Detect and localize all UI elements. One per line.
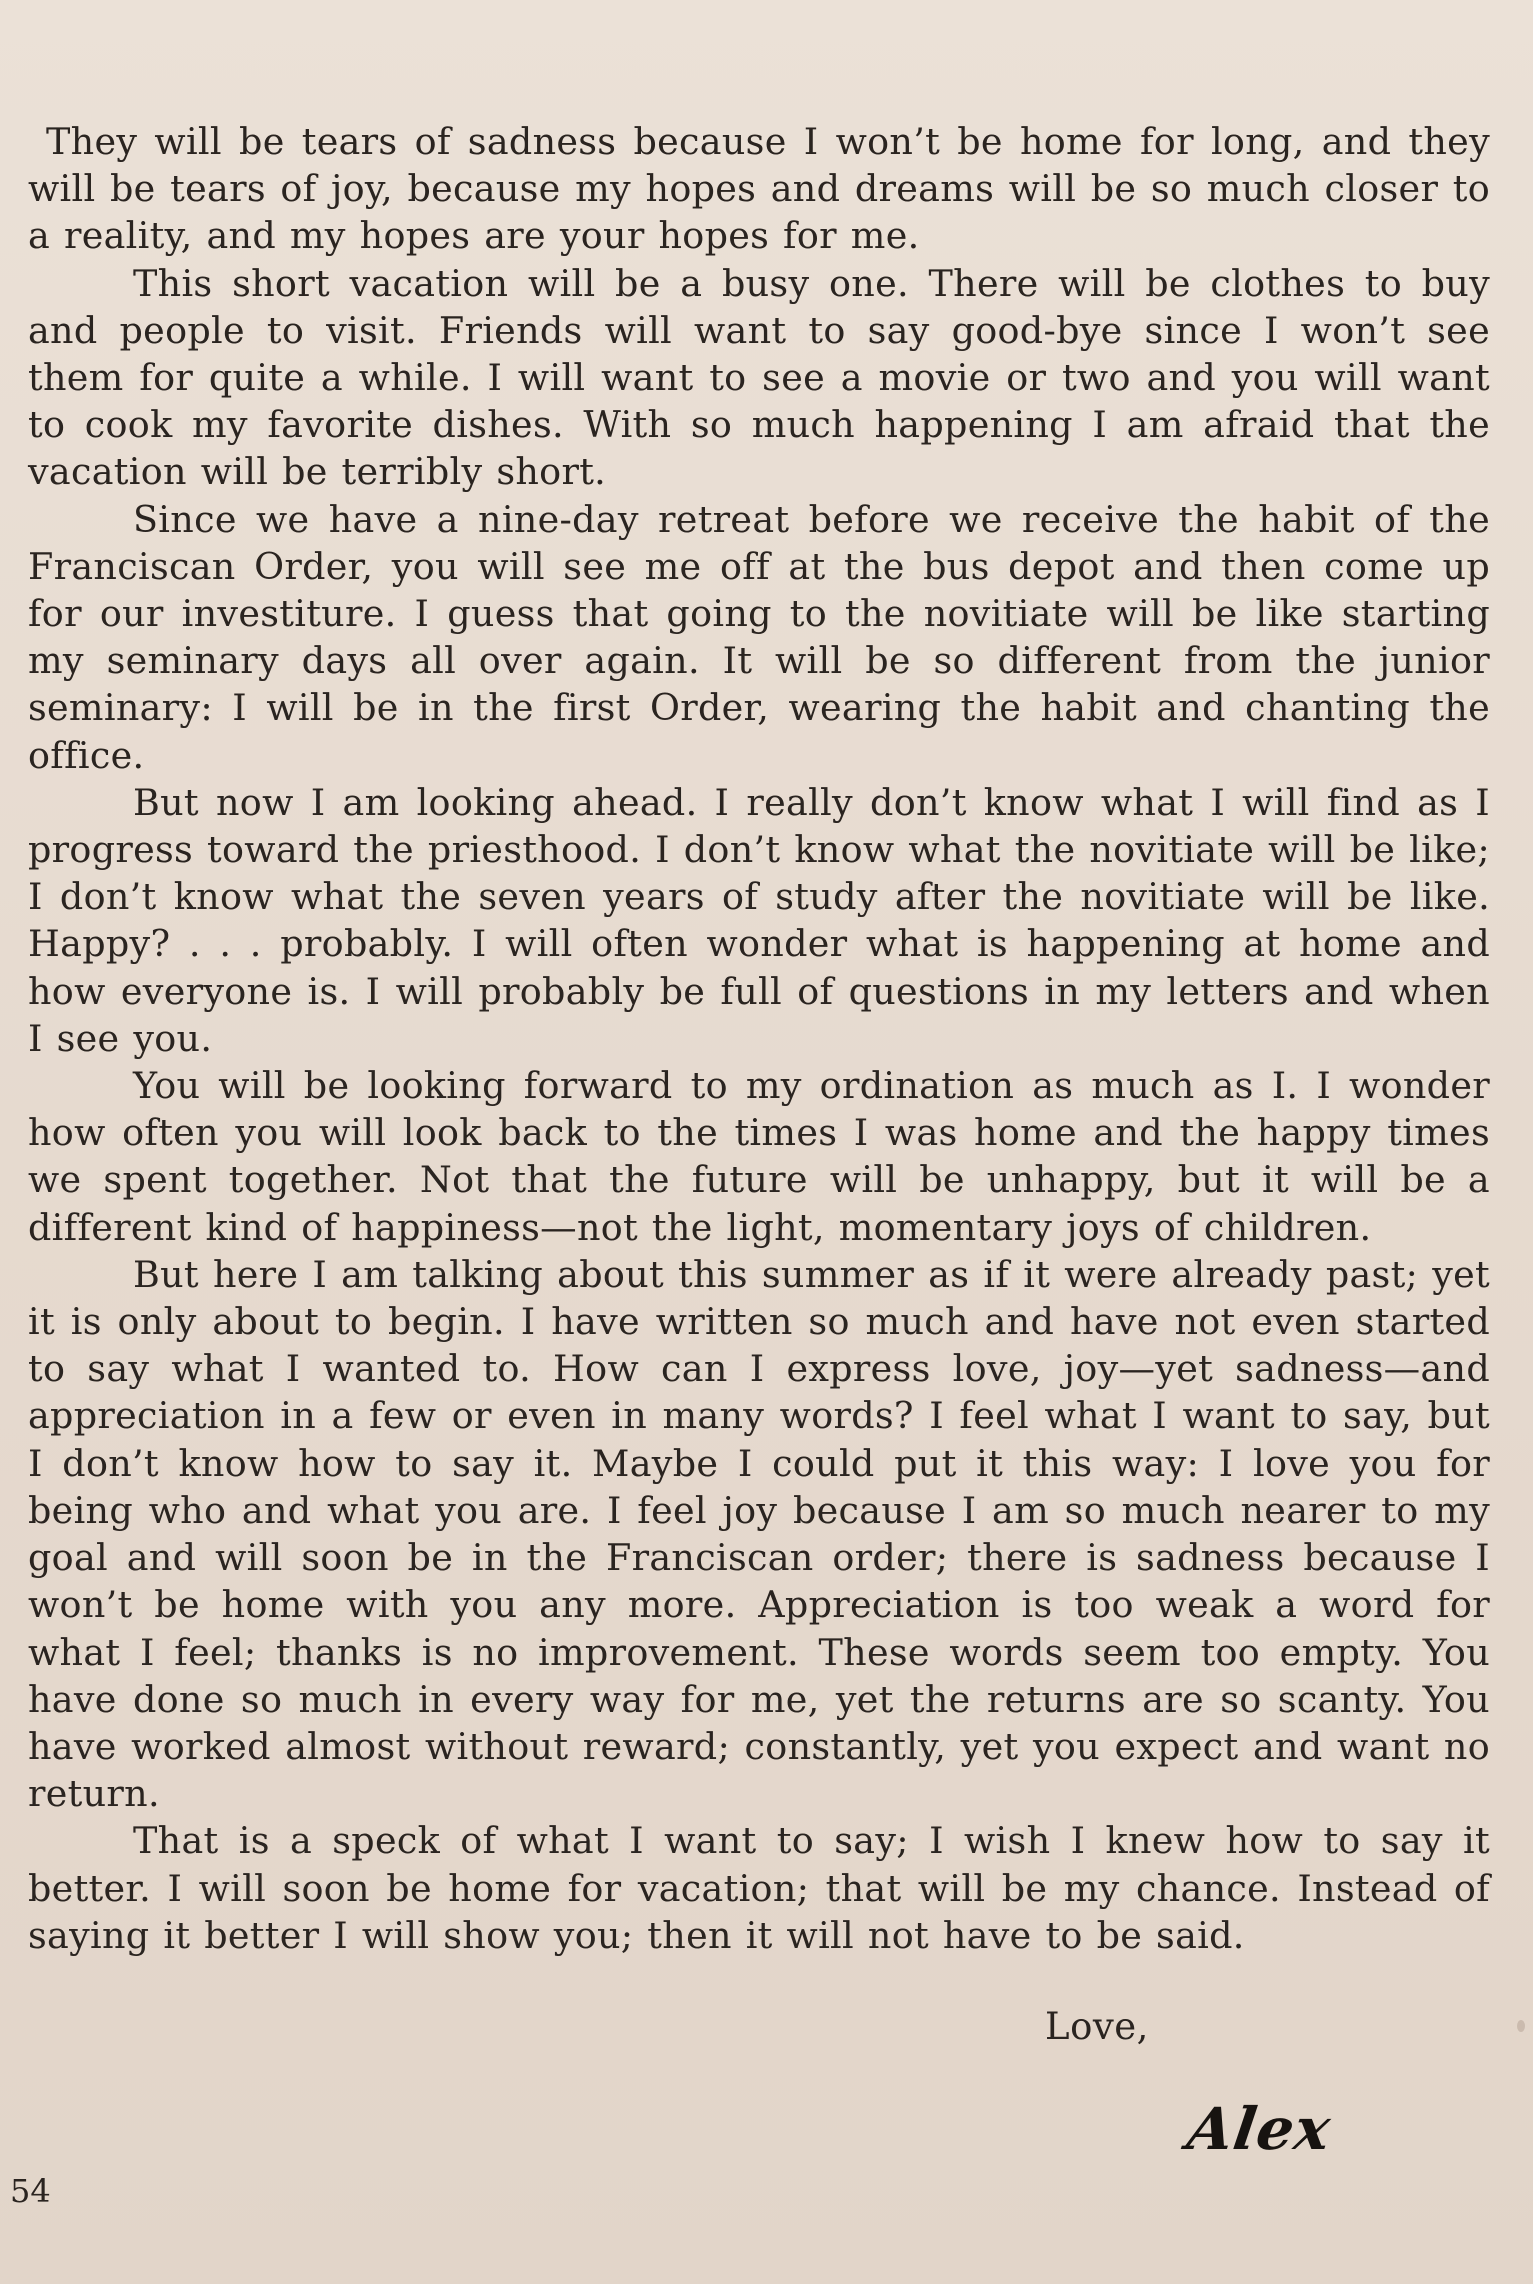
signature: Alex [1183,2095,1336,2163]
paragraph-7: That is a speck of what I want to say; I wish I knew how to say it better. I will soon be home for vacation; that will be my chance. Instead of saying it better I will show you; then it will not have to be said. [28,1819,1490,1957]
paragraph-4: But now I am looking ahead. I really don’t know what I will find as I progress toward the priesthood. I don’t know what the novitiate will be like; I don’t know what the seven years of study after the novitiate will be like. Happy? . . . probably. I will often wonder what is happening at home and how everyone is. I will probably be full of questions in my letters and when I see you. [28,780,1490,1060]
paragraph-3: Since we have a nine-day retreat before we receive the habit of the Franciscan Order, you will see me off at the bus depot and then come up for our investiture. I guess that going to the novitiate will be like starting my seminary days all over again. It will be so different from the junior seminary: I will be in the first Order, wearing the habit and chanting the office. [28,497,1490,777]
paragraph-1: They will be tears of sadness because I won’t be home for long, and they will be tears of joy, because my hopes and dreams will be so much closer to a reality, and my hopes are your hopes for me. [28,120,1490,258]
paper-spot [1517,2020,1525,2032]
letter-body [28,118,1490,1959]
paragraph-2: This short vacation will be a busy one. There will be clothes to buy and people to visit. Friends will want to say good-bye since I won’t see them for quite a while. I will want to see a movie or two and you will want to cook my favorite dishes. With so much happening I am afraid that the vacation will be terribly short. [28,261,1490,494]
page-number: 54 [10,2172,51,2210]
paragraph-6: But here I am talking about this summer as if it were already past; yet it is only about to begin. I have written so much and have not even started to say what I wanted to. How can I express love, joy—yet sadness—and appreciation in a few or even in many words? I feel what I want to say, but I don’t know how to say it. Maybe I could put it this way: I love you for being who and what you are. I feel joy because I am so much nearer to my goal and will soon be in the Franciscan order; there is sadness because I won’t be home with you any more. Appreciation is too weak a word for what I feel; thanks is no improvement. These words seem too empty. You have done so much in every way for me, yet the returns are so scanty. You have worked almost without reward; constantly, yet you expect and want no return. [28,1252,1490,1816]
paragraph-5: You will be looking forward to my ordination as much as I. I wonder how often you will look back to the times I was home and the happy times we spent together. Not that the future will be unhappy, but it will be a different kind of happiness—not the light, momentary joys of children. [28,1064,1490,1249]
letter-closing: Love, [1045,2005,1149,2048]
